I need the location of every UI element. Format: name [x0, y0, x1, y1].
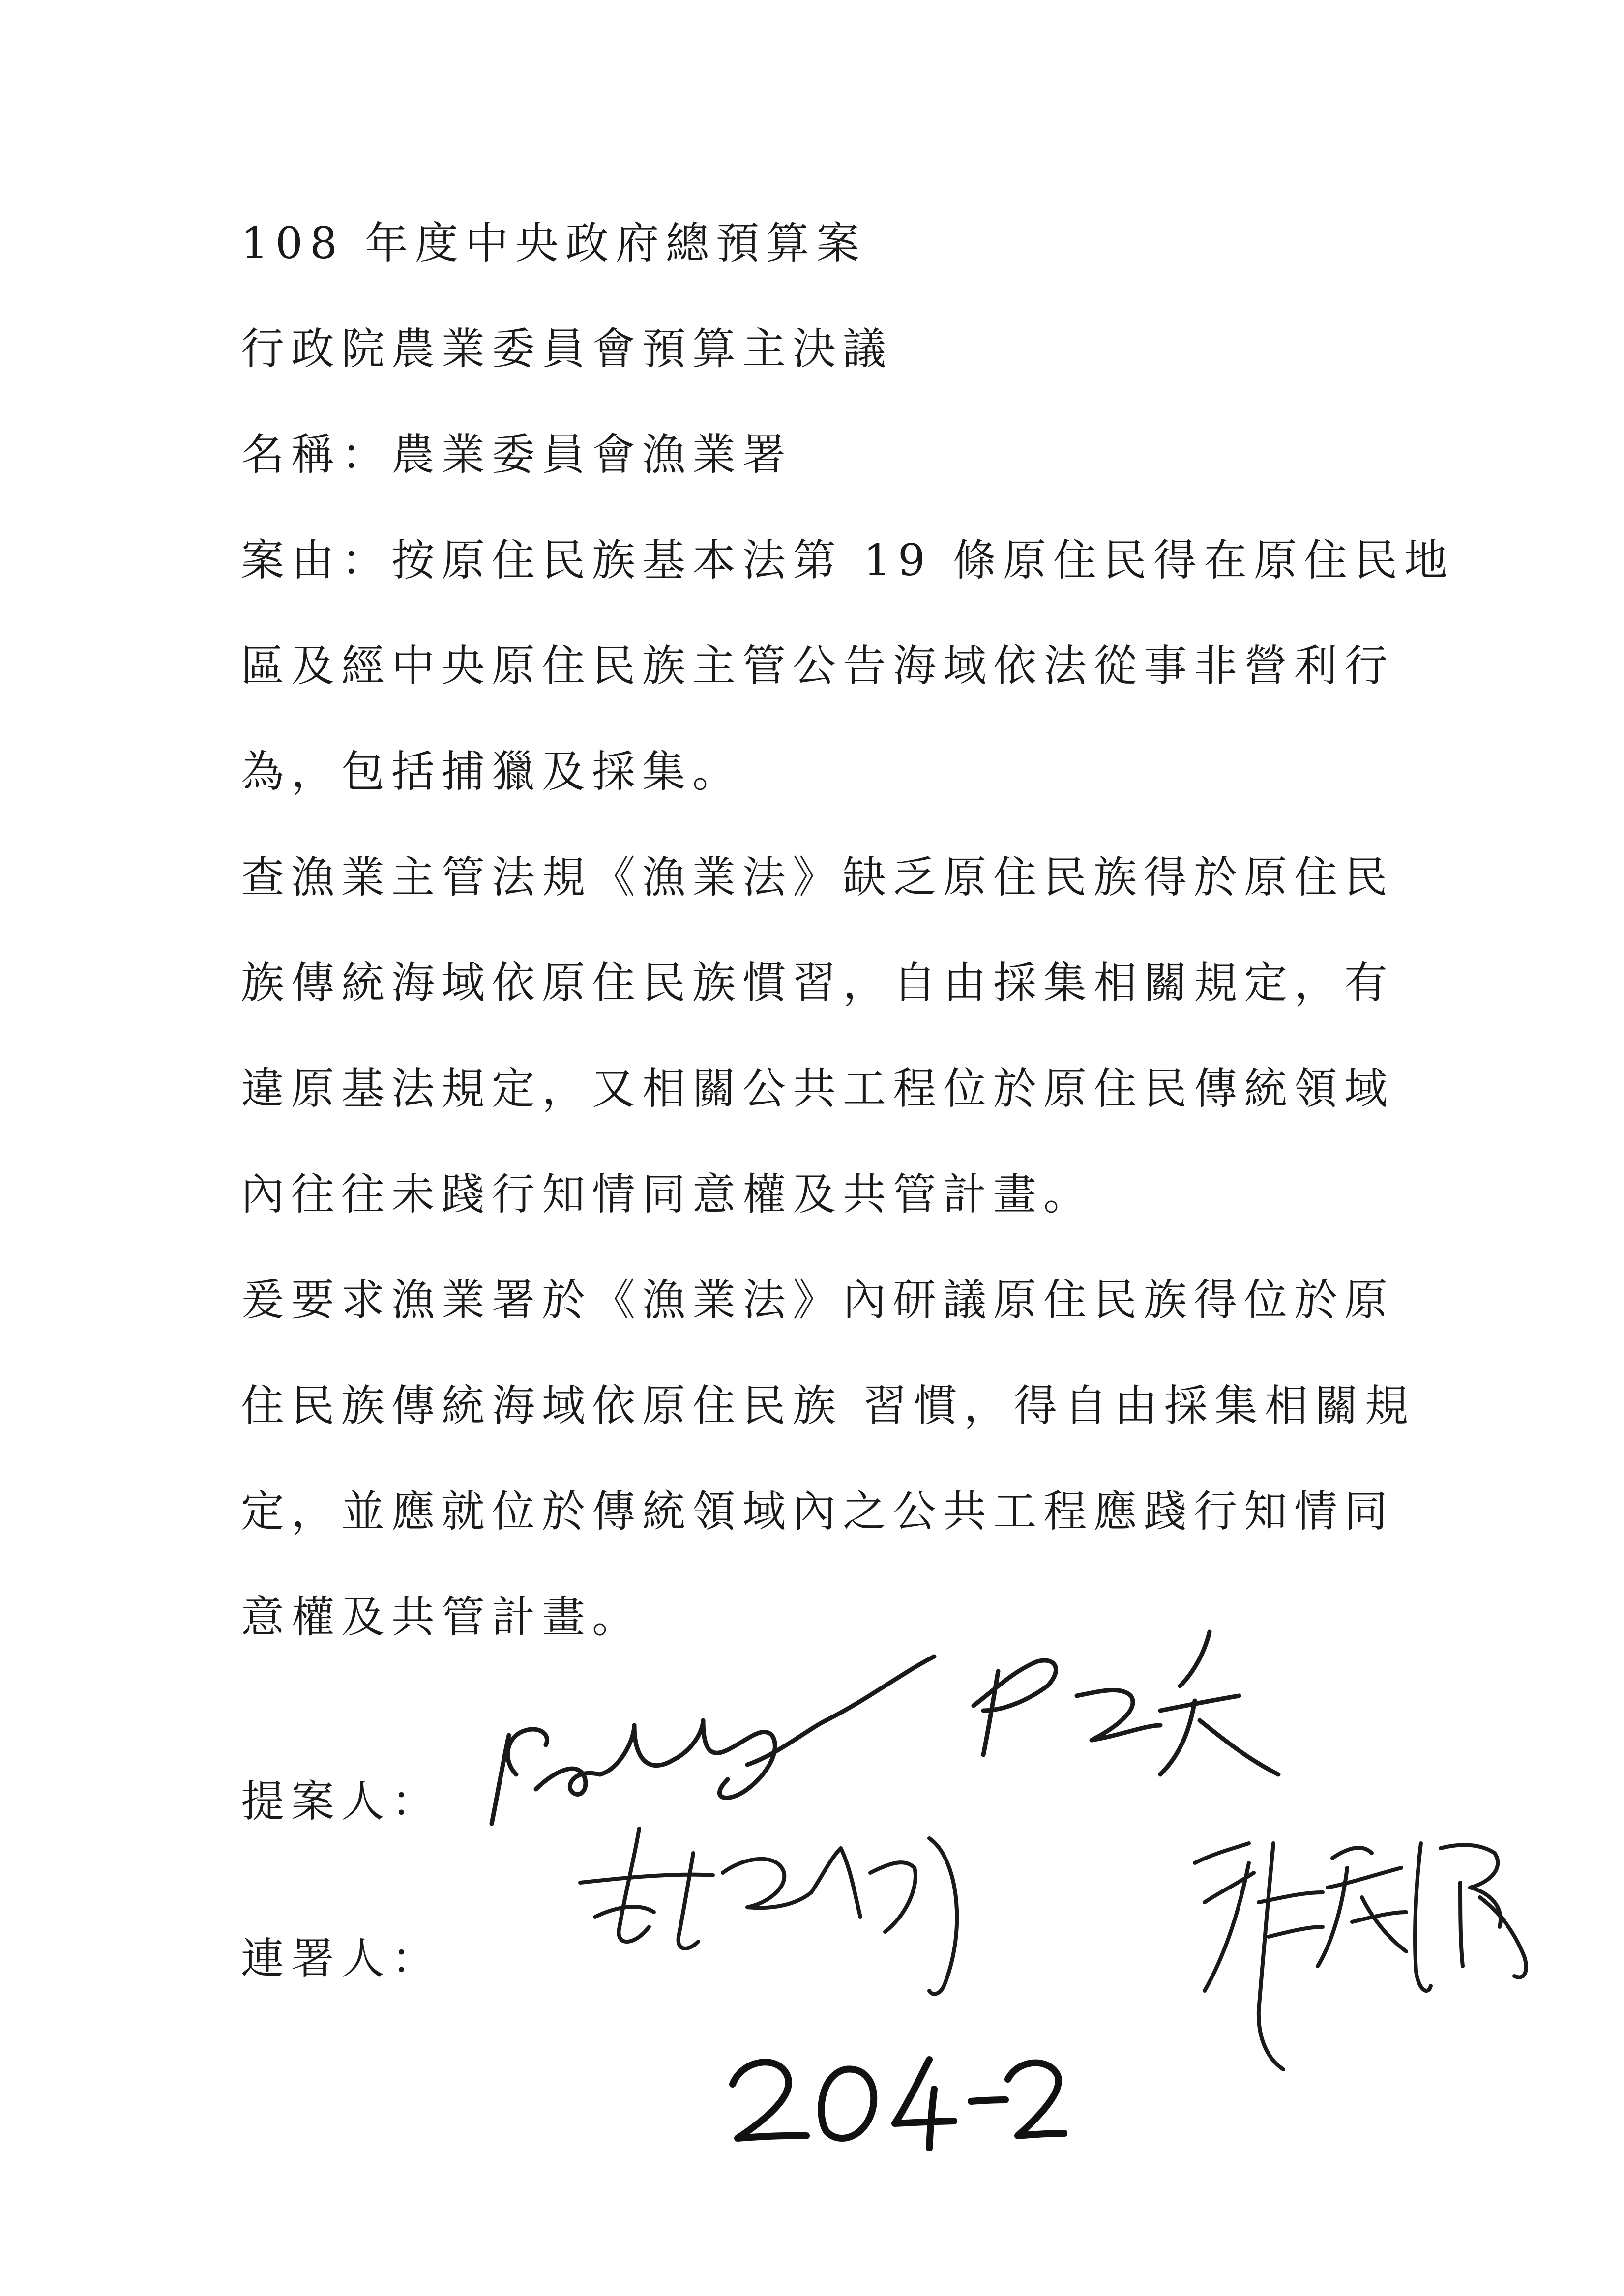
finding-line-1: 查漁業主管法規《漁業法》缺乏原住民族得於原住民: [241, 852, 1395, 902]
proposer-label: 提案人：: [241, 1776, 442, 1827]
page-number-handwritten: [723, 2040, 1067, 2155]
finding-line-4: 內往往未踐行知情同意權及共管計畫。: [241, 1169, 1094, 1220]
request-line-1: 爰要求漁業署於《漁業法》內研議原住民族得位於原: [241, 1275, 1395, 1325]
finding-line-2: 族傳統海域依原住民族慣習，自由採集相關規定，有: [241, 958, 1395, 1008]
reason-line-3: 為，包括捕獵及採集。: [241, 746, 743, 797]
request-line-3: 定，並應就位於傳統領域內之公共工程應踐行知情同: [241, 1486, 1395, 1537]
proposer-signature: [472, 1612, 1308, 1829]
cosigner-signature-2: [1185, 1814, 1559, 2089]
finding-line-3: 違原基法規定，又相關公共工程位於原住民傳統領域: [241, 1063, 1395, 1114]
reason-line-1: 案由：按原住民族基本法第 19 條原住民得在原住民地: [241, 535, 1454, 585]
name-line: 名稱：農業委員會漁業署: [241, 429, 793, 480]
cosigner-signature-1: [565, 1799, 1047, 2015]
budget-title: 108 年度中央政府總預算案: [241, 218, 866, 268]
reason-line-2: 區及經中央原住民族主管公告海域依法從事非營利行: [241, 640, 1395, 691]
resolution-title: 行政院農業委員會預算主決議: [241, 323, 893, 374]
cosigner-label: 連署人：: [241, 1933, 442, 1984]
request-line-4: 意權及共管計畫。: [241, 1592, 643, 1642]
request-line-2: 住民族傳統海域依原住民族 習慣，得自由採集相關規: [241, 1380, 1415, 1431]
